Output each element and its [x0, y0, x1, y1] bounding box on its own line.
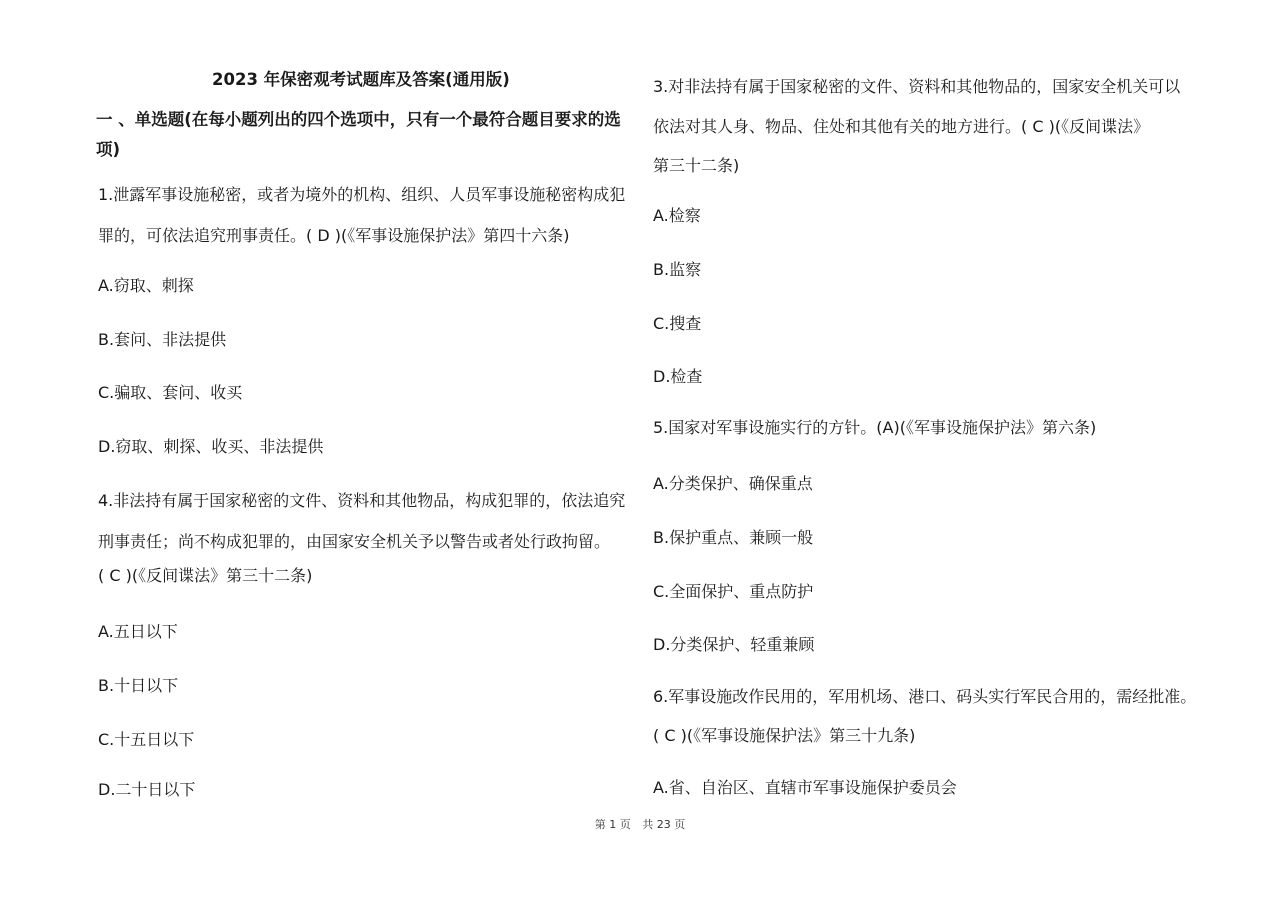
page-total: 共 23 页	[642, 818, 686, 831]
q3-option-a: A.检察	[653, 206, 701, 225]
q5-option-d: D.分类保护、轻重兼顾	[653, 635, 815, 654]
q3-option-d: D.检查	[653, 367, 703, 386]
q6-option-a: A.省、自治区、直辖市军事设施保护委员会	[653, 778, 957, 797]
q4-option-a: A.五日以下	[98, 622, 178, 641]
q1-option-a: A.窃取、刺探	[98, 276, 194, 295]
document-title: 2023 年保密观考试题库及答案(通用版)	[212, 70, 510, 89]
page-footer	[0, 816, 1280, 832]
q4-stem-line-2: 刑事责任；尚不构成犯罪的，由国家安全机关予以警告或者处行政拘留。	[98, 532, 611, 551]
q3-stem-line-3: 第三十二条)	[653, 156, 740, 175]
q4-option-b: B.十日以下	[98, 676, 179, 695]
q4-option-c: C.十五日以下	[98, 730, 195, 749]
q4-stem-line-1: 4.非法持有属于国家秘密的文件、资料和其他物品，构成犯罪的，依法追究	[98, 491, 626, 510]
q1-option-b: B.套问、非法提供	[98, 330, 227, 349]
q5-option-c: C.全面保护、重点防护	[653, 582, 814, 601]
q3-option-c: C.搜查	[653, 314, 702, 333]
q5-option-a: A.分类保护、确保重点	[653, 474, 813, 493]
q4-option-d: D.二十日以下	[98, 780, 196, 799]
q1-option-c: C.骗取、套问、收买	[98, 383, 243, 402]
q3-stem-line-2: 依法对其人身、物品、住处和其他有关的地方进行。( C )(《反间谍法》	[653, 117, 1150, 136]
q1-option-d: D.窃取、刺探、收买、非法提供	[98, 437, 324, 456]
q6-stem-line-2: ( C )(《军事设施保护法》第三十九条)	[653, 726, 916, 745]
q5-stem-line-1: 5.国家对军事设施实行的方针。(A)(《军事设施保护法》第六条)	[653, 418, 1097, 437]
q4-stem-line-3: ( C )(《反间谍法》第三十二条)	[98, 566, 313, 585]
q1-stem-line-2: 罪的，可依法追究刑事责任。( D )(《军事设施保护法》第四十六条)	[98, 226, 570, 245]
q3-option-b: B.监察	[653, 260, 702, 279]
q1-stem-line-1: 1.泄露军事设施秘密，或者为境外的机构、组织、人员军事设施秘密构成犯	[98, 185, 626, 204]
q6-stem-line-1: 6.军事设施改作民用的，军用机场、港口、码头实行军民合用的，需经批准。	[653, 687, 1197, 706]
section-heading-line-1: 一 、单选题(在每小题列出的四个选项中，只有一个最符合题目要求的选	[96, 110, 621, 129]
q3-stem-line-1: 3.对非法持有属于国家秘密的文件、资料和其他物品的，国家安全机关可以	[653, 77, 1181, 96]
section-heading-line-2: 项)	[96, 140, 121, 159]
page-number: 第 1 页	[594, 818, 631, 831]
q5-option-b: B.保护重点、兼顾一般	[653, 528, 814, 547]
